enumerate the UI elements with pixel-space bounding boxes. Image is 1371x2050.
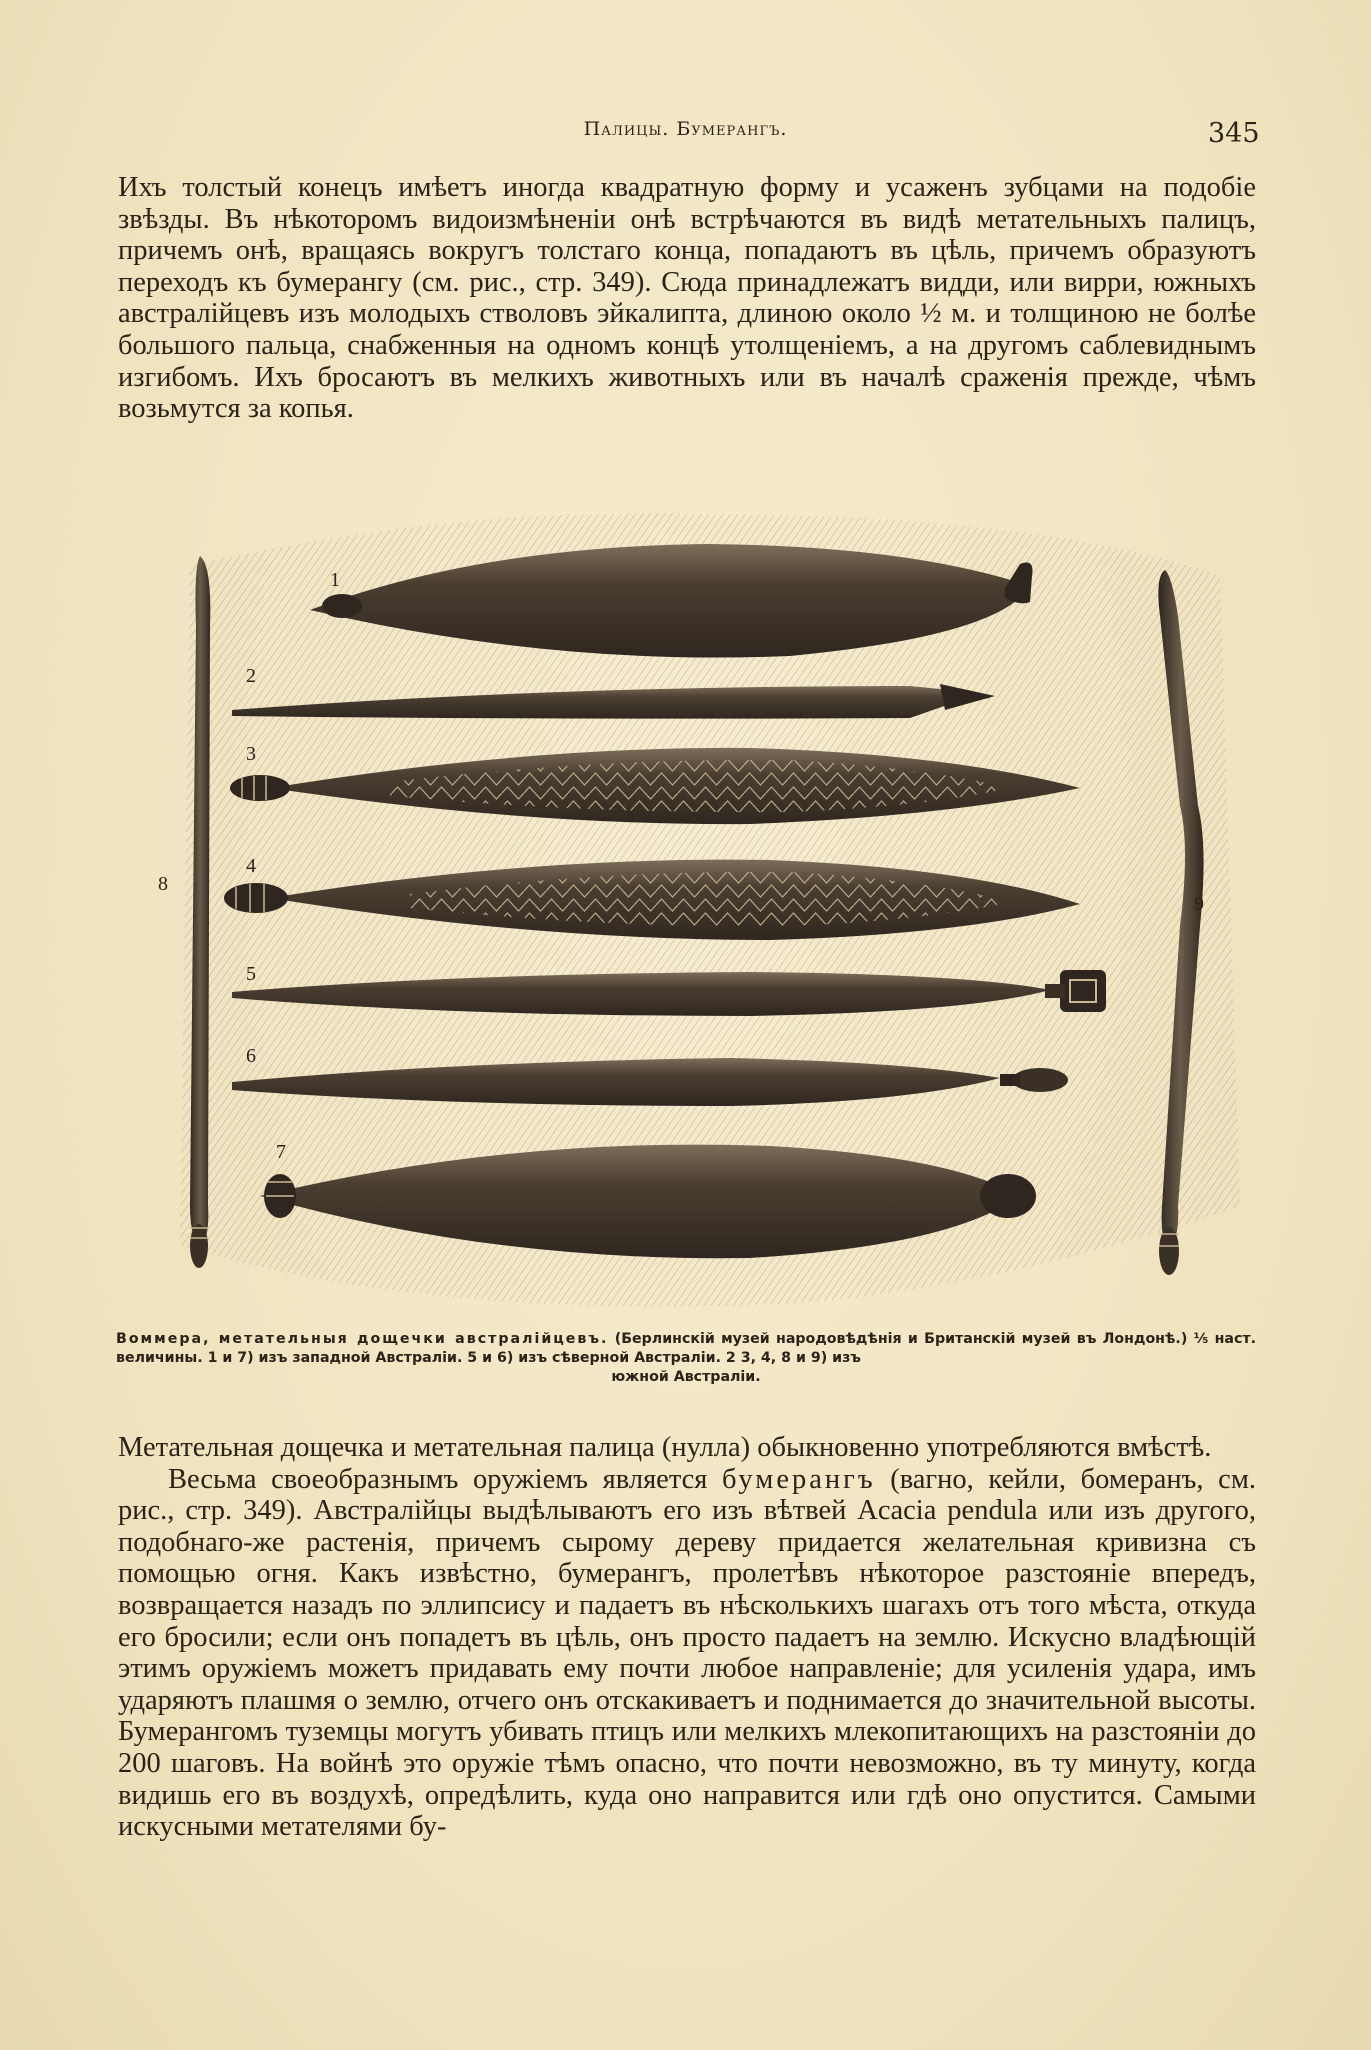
paragraph-bottom-2-after: (вагно, кейли, бомеранъ, см. рис., стр. 349). Австралійцы выдѣлываютъ его изъ вѣтвей Acacia pendula или изъ другого, подобнаго-же растенія, причемъ сырому дереву придается желательная кривизна съ помощью огня. Какъ извѣстно, бумерангъ, пролетѣвъ нѣкоторое разстояніе впередъ, возвращается назадъ по эллипсису и падаетъ въ нѣсколькихъ шагахъ отъ того мѣста, откуда его бросили; если онъ попадетъ въ цѣль, онъ просто падаетъ на землю. Искусно владѣющій этимъ оружіемъ можетъ придавать ему почти любое направленіе; для усиленія удара, имъ ударяютъ плашмя о землю, отчего онъ отскакиваетъ и поднимается до значительной высоты. Бумерангомъ туземцы могутъ убивать птицъ или мелкихъ млекопитающихъ на разстояніи до 200 шаговъ. На войнѣ это оружіе тѣмъ опасно, что почти невозможно, въ ту минуту, когда видишь его въ воздухѣ, опредѣлить, куда оно направится или гдѣ оно опустится. Самыми искусными метателями бу- bbox=[118, 1463, 1256, 1843]
figure-label-5: 5 bbox=[246, 963, 256, 985]
figure-label-1: 1 bbox=[330, 569, 340, 591]
paragraph-bottom-2-before: Весьма своеобразнымъ оружіемъ является bbox=[168, 1463, 723, 1495]
figure-label-9: 9 bbox=[1194, 893, 1204, 915]
figure-label-2: 2 bbox=[246, 665, 256, 687]
figure-label-3: 3 bbox=[246, 743, 256, 765]
figure-label-8: 8 bbox=[158, 873, 168, 895]
figure-caption-main bbox=[116, 1330, 1256, 1368]
paragraph-top-text: Ихъ толстый конецъ имѣетъ иногда квадратную форму и усаженъ зубцами на подобіе звѣзды. Въ нѣкоторомъ видоизмѣненіи онѣ встрѣчаются въ видѣ метательныхъ палицъ, причемъ онѣ, вращаясь вокругъ толстаго конца, попадаютъ въ цѣль, причемъ образуютъ переходъ къ бумерангу (см. рис., стр. 349). Сюда принадлежатъ видди, или вирри, южныхъ австралійцевъ изъ молодыхъ стволовъ эйкалипта, длиною около ½ м. и толщиною не болѣе большого пальца, снабженныя на одномъ концѣ утолщеніемъ, а на другомъ саблевиднымъ изгибомъ. Ихъ бросаютъ въ мелкихъ животныхъ или въ началѣ сраженія прежде, чѣмъ возьмутся за копья. bbox=[118, 172, 1256, 425]
figure-caption-body: (Берлинскій музей народовѣдѣнія и Британскій музей въ Лондонѣ.) ⅕ наст. величины. 1 и 7) изъ западной Австраліи. 5 и 6) изъ сѣверной Австраліи. 2 3, 4, 8 и 9) изъ bbox=[116, 1331, 1256, 1366]
figure-label-7: 7 bbox=[276, 1141, 286, 1163]
paragraph-bottom bbox=[118, 1432, 1256, 1843]
figure-label-4: 4 bbox=[246, 855, 256, 877]
figure-label-6: 6 bbox=[246, 1045, 256, 1067]
paragraph-bottom-2-term: бумерангъ bbox=[722, 1463, 876, 1495]
paragraph-top bbox=[118, 172, 1256, 425]
figure-caption bbox=[116, 1330, 1256, 1387]
figure-caption-lead: Воммера, метательныя дощечки австралійцевъ. bbox=[116, 1331, 609, 1347]
page-number: 345 bbox=[1208, 118, 1260, 149]
figure-caption-last-line: южной Австраліи. bbox=[611, 1369, 761, 1385]
running-head: Палицы. Бумерангъ. bbox=[583, 118, 788, 140]
paragraph-bottom-2 bbox=[118, 1464, 1256, 1843]
paragraph-bottom-1: Метательная дощечка и метательная палица (нулла) обыкновенно употребляются вмѣстѣ. bbox=[118, 1432, 1212, 1463]
figure-woomera-illustration bbox=[150, 506, 1260, 1322]
